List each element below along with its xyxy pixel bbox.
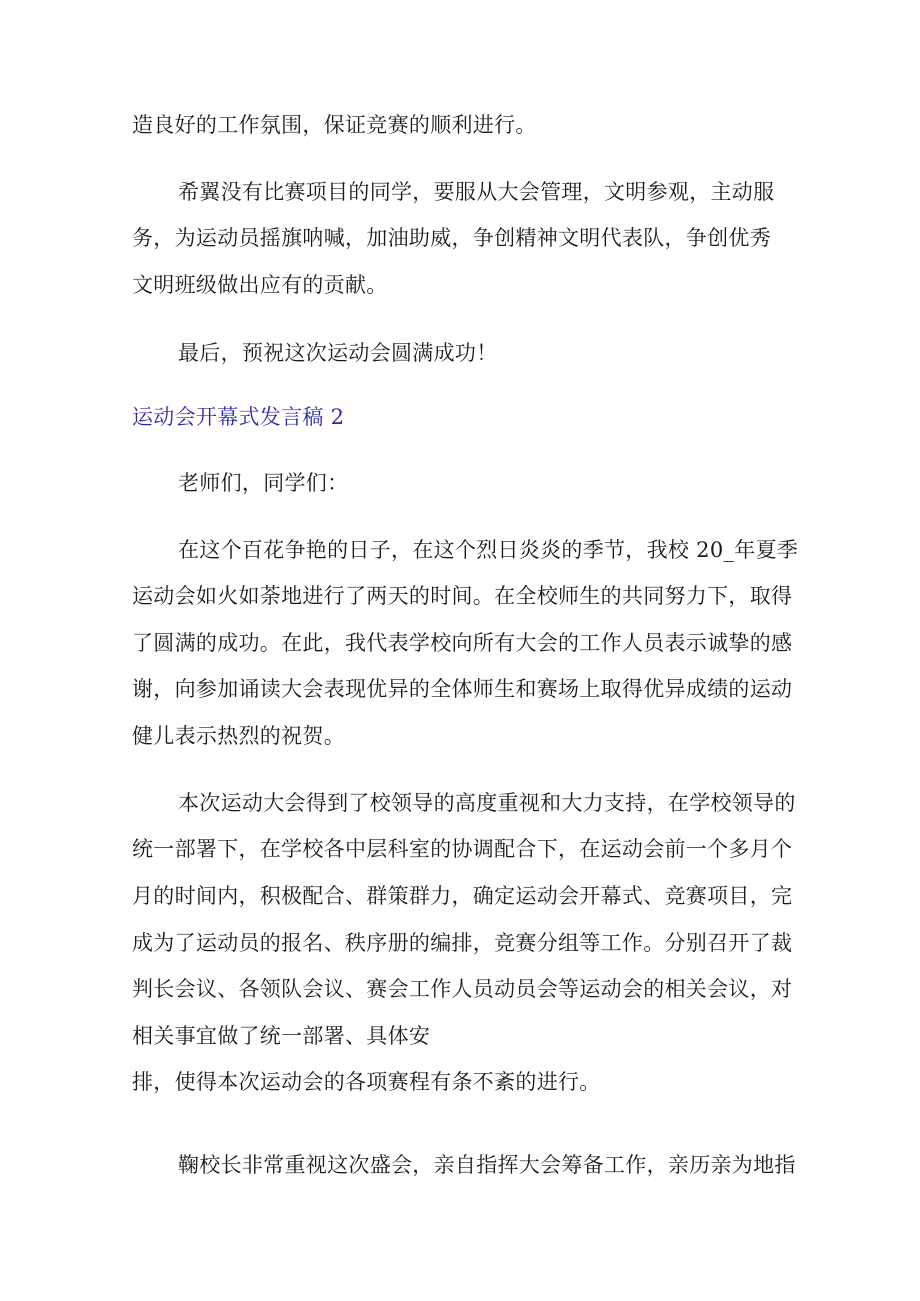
para5-line-2: 统一部署下，在学校各中层科室的协调配合下，在运动会前一个多月个 — [132, 837, 793, 861]
greeting: 老师们，同学们： — [178, 471, 349, 495]
section-heading: 运动会开幕式发言稿 2 — [132, 405, 345, 429]
para5-line-1: 本次运动大会得到了校领导的高度重视和大力支持，在学校领导的 — [178, 791, 796, 815]
para2-line-3: 文明班级做出应有的贡献。 — [132, 273, 388, 297]
para5-line-7: 排，使得本次运动会的各项赛程有条不紊的进行。 — [132, 1070, 601, 1094]
para4-line-5: 健儿表示热烈的祝贺。 — [132, 724, 345, 748]
para5-line-3: 月的时间内，积极配合、群策群力，确定运动会开幕式、竞赛项目，完 — [132, 884, 793, 908]
para4-line-3: 了圆满的成功。在此，我代表学校向所有大会的工作人员表示诚挚的感 — [132, 631, 793, 655]
para4-line-2: 运动会如火如荼地进行了两天的时间。在全校师生的共同努力下，取得 — [132, 584, 793, 608]
para5-line-6: 相关事宜做了统一部署、具体安 — [132, 1024, 431, 1048]
para3-line-1: 最后，预祝这次运动会圆满成功！ — [178, 341, 498, 365]
para2-line-2: 务，为运动员摇旗呐喊，加油助威，争创精神文明代表队，争创优秀 — [132, 226, 771, 250]
para5-line-5: 判长会议、各领队会议、赛会工作人员动员会等运动会的相关会议，对 — [132, 977, 793, 1001]
para4-line-4: 谢，向参加诵读大会表现优异的全体师生和赛场上取得优异成绩的运动 — [132, 677, 793, 701]
para4-line-1: 在这个百花争艳的日子，在这个烈日炎炎的季节，我校 20_年夏季 — [178, 538, 799, 562]
para1-line-1: 造良好的工作氛围，保证竞赛的顺利进行。 — [132, 113, 537, 137]
para2-line-1: 希翼没有比赛项目的同学，要服从大会管理，文明参观，主动服 — [178, 180, 775, 204]
para5-line-4: 成为了运动员的报名、秩序册的编排，竞赛分组等工作。分别召开了裁 — [132, 931, 793, 955]
para6-line-1: 鞠校长非常重视这次盛会，亲自指挥大会筹备工作，亲历亲为地指 — [178, 1153, 796, 1177]
